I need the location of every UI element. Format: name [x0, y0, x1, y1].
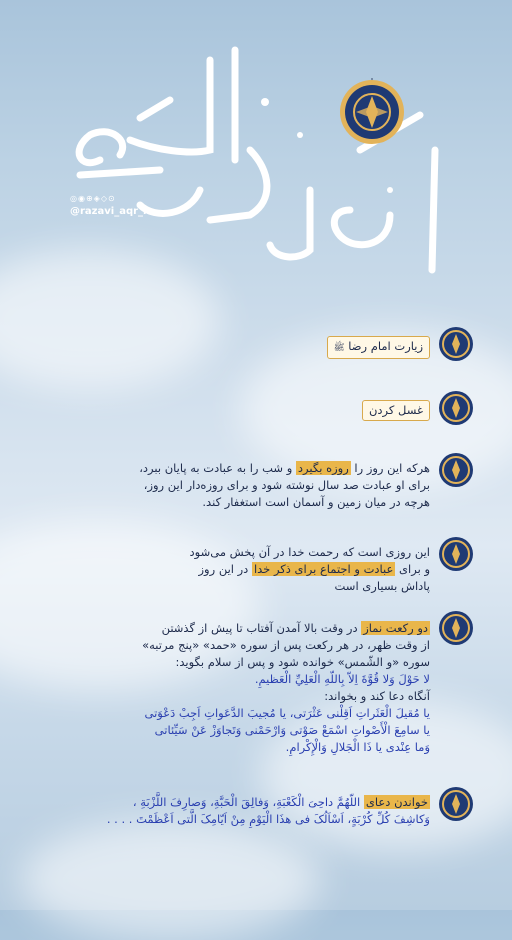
- list-medallion-icon: [438, 390, 474, 426]
- list-medallion-icon: [438, 786, 474, 822]
- list-medallion-icon: [438, 610, 474, 646]
- list-item: [362, 400, 430, 421]
- item-pill: غسل کردن: [362, 400, 430, 421]
- list-item: هرکه این روز را روزه بگیرد و شب را به عبادت به پایان ببرد، برای او عبادت صد سال نوشته شود و برای روزه‌دار این روز، هرچه در میان زمین و آسمان است استغفار کند.: [139, 461, 430, 509]
- list-item: خواندن دعای اللّهُمَّ داحِیَ الْکَعْبَةِ، وَفالِقَ الْحَبَّةِ، وَصارِفَ اللَّزْبَةِ ، وَکاشِفَ کُلِّ کُرْبَةٍ، اَسْاَلُکَ فی هذَا الْیَوْمِ مِنْ اَیّامِکَ الَّتی اَعْظَمْتَ . . . .: [106, 795, 430, 826]
- cloud: [20, 820, 320, 940]
- item-pill: زیارت امام رضا ﷺ: [327, 336, 430, 359]
- social-handle: @razavi_aqr_ir: [70, 206, 152, 217]
- list-medallion-icon: [438, 536, 474, 572]
- list-medallion-icon: [438, 452, 474, 488]
- title-calligraphy: [60, 40, 460, 280]
- list-item: این روزی است که رحمت خدا در آن پخش می‌شود و برای عبادت و اجتماع برای ذکر خدا در این روز پاداش بسیاری است: [189, 545, 430, 593]
- ornament-medallion-icon: [338, 78, 406, 146]
- list-item: [327, 336, 430, 359]
- social-icons: ◎◉⊕◈◇⊙: [70, 194, 116, 203]
- list-item: دو رکعت نماز در وقت بالا آمدن آفتاب تا پیش از گذشتن از وقت ظهر، در هر رکعت پس از سوره «حمد» «پنج مرتبه» سوره «و الشّمس» خوانده شود و پس از سلام بگوید: لا حَوْلَ وَلا قُوَّةَ اِلاّ بِاللّهِ الْعَلِيِّ الْعَظيمِ. آنگاه دعا کند و بخواند: یا مُقیلَ الْعَثَراتِ اَقِلْنی عَثْرَتی، یا مُجیبَ الدَّعَواتِ اَجِبْ دَعْوَتی یا سامِعَ الْأَصْواتِ اسْمَعْ صَوْتی وَارْحَمْنی وَتَجاوَزْ عَنْ سَیِّئاتی وَما عِنْدی یا ذَا الْجَلالِ وَالْإِکْرامِ.: [142, 621, 430, 754]
- list-medallion-icon: [438, 326, 474, 362]
